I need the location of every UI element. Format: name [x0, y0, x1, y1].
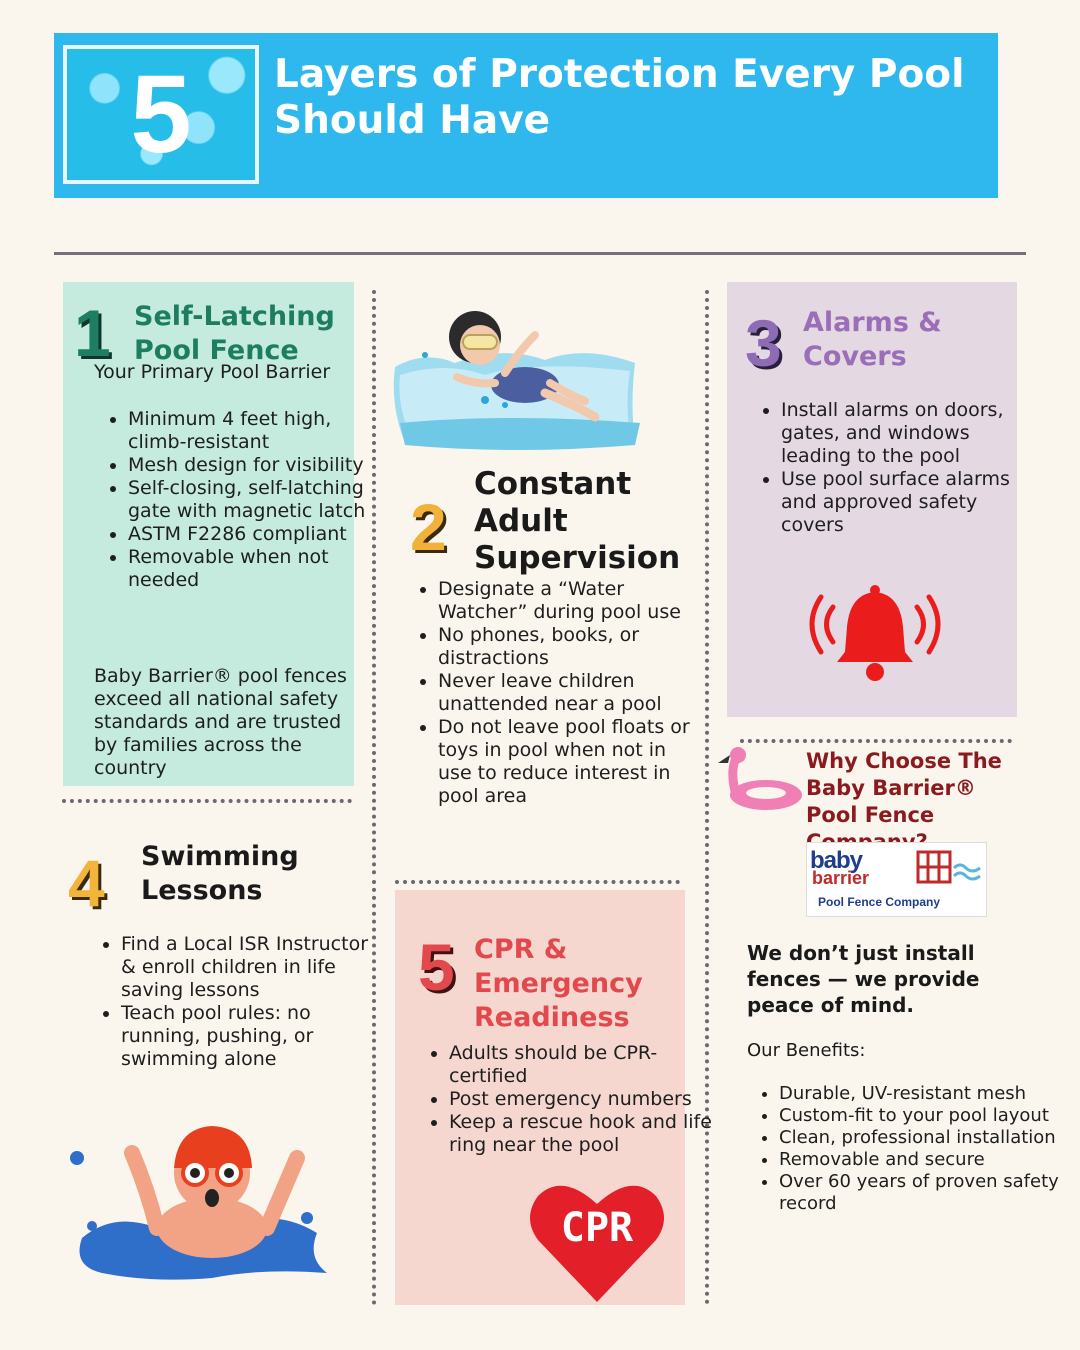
alarms-list — [747, 399, 1041, 537]
page-title: Layers of Protection Every Pool Should Have — [274, 52, 965, 143]
fence-list — [94, 408, 383, 592]
fence-title: Self-Latching Pool Fence — [134, 301, 335, 366]
fence-subtitle: Your Primary Pool Barrier — [94, 361, 331, 383]
section-number-5: 5 — [418, 930, 455, 1004]
list-item: • Removable and secure — [779, 1149, 1059, 1171]
list-item: • Use pool surface alarms and approved safety covers — [781, 468, 1041, 537]
header-divider — [54, 252, 1026, 255]
list-item: • Removable when not needed — [128, 546, 383, 592]
list-item: • Mesh design for visibility — [128, 454, 383, 477]
supervision-title: Constant Adult Supervision — [474, 466, 681, 576]
cpr-list — [415, 1042, 714, 1157]
list-item: • Durable, UV-resistant mesh — [779, 1083, 1059, 1105]
header-number: 5 — [130, 53, 192, 176]
list-item: • Self-closing, self-latching gate with magnetic latch — [128, 477, 383, 523]
list-item: • Post emergency numbers — [449, 1088, 714, 1111]
divider-horizontal-left — [62, 799, 352, 803]
swimming-girl-illustration — [385, 305, 650, 453]
cpr-title: CPR & Emergency Readiness — [474, 934, 643, 1033]
list-item: • Adults should be CPR-certified — [449, 1042, 714, 1088]
logo-wave-icon — [952, 858, 982, 888]
alarm-bell-icon — [805, 582, 945, 687]
section-number-1: 1 — [74, 296, 111, 370]
section-number-2: 2 — [410, 490, 447, 564]
why-choose-title: Why Choose The Baby Barrier® Pool Fence — [806, 749, 1002, 827]
list-item: • Clean, professional installation — [779, 1127, 1059, 1149]
list-item: • Keep a rescue hook and life ring near the pool — [449, 1111, 714, 1157]
logo-barrier-text: barrier — [812, 868, 870, 888]
list-item: • Designate a “Water Watcher” during pool use — [438, 578, 703, 624]
logo-subtitle: Pool Fence Company — [818, 895, 941, 909]
flamingo-float-icon — [716, 745, 804, 813]
swimming-boy-illustration — [62, 1108, 332, 1283]
cpr-heart-text: CPR — [560, 1205, 634, 1251]
benefits-list — [745, 1083, 1059, 1215]
section-number-4: 4 — [68, 846, 105, 920]
list-item: • No phones, books, or distractions — [438, 624, 703, 670]
logo-fence-icon — [916, 848, 954, 886]
list-item: • Minimum 4 feet high, climb-resistant — [128, 408, 383, 454]
fence-note: Baby Barrier® pool fences exceed all national safety standards and are trusted by families across the country — [94, 665, 347, 779]
lessons-title: Swimming Lessons — [141, 841, 299, 906]
list-item: • Do not leave pool floats or toys in pool when not in use to reduce interest in pool area — [438, 716, 703, 808]
divider-horizontal-middle — [395, 880, 680, 884]
list-item: • Install alarms on doors, gates, and windows leading to the pool — [781, 399, 1041, 468]
section-number-3: 3 — [745, 306, 782, 380]
logo-baby-text: baby — [810, 847, 863, 874]
tagline: We don’t just install fences — we provide peace of mind. — [747, 941, 980, 1017]
list-item: • Custom-fit to your pool layout — [779, 1105, 1059, 1127]
list-item: • Never leave children unattended near a pool — [438, 670, 703, 716]
list-item: • ASTM F2286 compliant — [128, 523, 383, 546]
list-item: • Over 60 years of proven safety record — [779, 1171, 1059, 1215]
benefits-title: Our Benefits: — [747, 1040, 866, 1061]
supervision-list — [404, 578, 703, 808]
alarms-title: Alarms & Covers — [803, 307, 942, 372]
divider-horizontal-right — [740, 739, 1012, 743]
lessons-list — [87, 933, 383, 1071]
list-item: • Find a Local ISR Instructor & enroll children in life saving lessons — [121, 933, 383, 1002]
list-item: • Teach pool rules: no running, pushing, or swimming alone — [121, 1002, 383, 1071]
